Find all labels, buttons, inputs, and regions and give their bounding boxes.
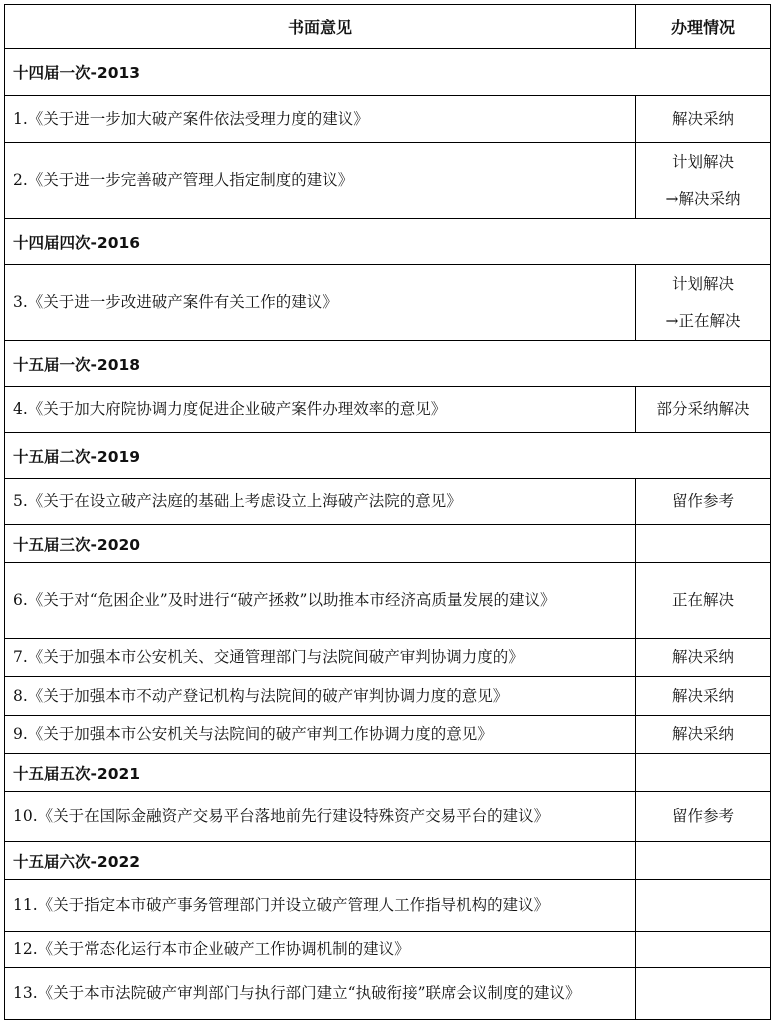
opinion-title: 6.《关于对“危困企业”及时进行“破产拯救”以助推本市经济高质量发展的建议》 <box>5 563 636 639</box>
status-text: 解决采纳 <box>671 686 734 705</box>
opinion-title: 11.《关于指定本市破产事务管理部门并设立破产管理人工作指导机构的建议》 <box>5 880 636 932</box>
status-cell <box>636 639 771 677</box>
table-row <box>5 716 771 754</box>
table-row <box>5 639 771 677</box>
session-row <box>5 219 771 265</box>
session-row <box>5 754 771 792</box>
status-text: →正在解决 <box>665 311 741 330</box>
session-label: 十五届一次-2018 <box>5 341 771 387</box>
opinions-table <box>4 4 771 1020</box>
empty-status-cell <box>636 968 771 1020</box>
session-label: 十五届五次-2021 <box>5 754 636 792</box>
status-text: →解决采纳 <box>665 189 741 208</box>
table-row <box>5 479 771 525</box>
opinion-title: 9.《关于加强本市公安机关与法院间的破产审判工作协调力度的意见》 <box>5 716 636 754</box>
opinion-title: 1.《关于进一步加大破产案件依法受理力度的建议》 <box>5 96 636 143</box>
opinion-title: 7.《关于加强本市公安机关、交通管理部门与法院间破产审判协调力度的》 <box>5 639 636 677</box>
status-text: 正在解决 <box>671 591 734 609</box>
session-label: 十五届二次-2019 <box>5 433 771 479</box>
status-text: 解决采纳 <box>671 648 734 666</box>
empty-status-cell <box>636 754 771 792</box>
table-row <box>5 563 771 639</box>
status-text: 部分采纳解决 <box>656 400 750 418</box>
opinion-title: 8.《关于加强本市不动产登记机构与法院间的破产审判协调力度的意见》 <box>5 677 636 716</box>
status-cell <box>636 716 771 754</box>
status-text: 计划解决 <box>671 152 734 171</box>
table-row <box>5 677 771 716</box>
status-cell <box>636 563 771 639</box>
status-text: 计划解决 <box>671 274 734 293</box>
status-cell <box>636 96 771 143</box>
table-row <box>5 880 771 932</box>
opinion-title: 4.《关于加大府院协调力度促进企业破产案件办理效率的意见》 <box>5 387 636 433</box>
opinion-title: 13.《关于本市法院破产审判部门与执行部门建立“执破衔接”联席会议制度的建议》 <box>5 968 636 1020</box>
session-label: 十四届一次-2013 <box>5 49 771 96</box>
opinion-title: 10.《关于在国际金融资产交易平台落地前先行建设特殊资产交易平台的建议》 <box>5 792 636 842</box>
empty-status-cell <box>636 932 771 968</box>
session-row <box>5 433 771 479</box>
empty-status-cell <box>636 525 771 563</box>
status-cell <box>636 677 771 716</box>
status-cell <box>636 265 771 341</box>
table-row <box>5 968 771 1020</box>
status-cell <box>636 387 771 433</box>
table-row <box>5 265 771 341</box>
opinion-title: 5.《关于在设立破产法庭的基础上考虑设立上海破产法院的意见》 <box>5 479 636 525</box>
session-row <box>5 525 771 563</box>
session-label: 十五届三次-2020 <box>5 525 636 563</box>
session-row <box>5 842 771 880</box>
table-row <box>5 96 771 143</box>
opinion-title: 3.《关于进一步改进破产案件有关工作的建议》 <box>5 265 636 341</box>
session-row <box>5 49 771 96</box>
table-row <box>5 143 771 219</box>
status-text: 留作参考 <box>671 492 734 510</box>
table-row <box>5 792 771 842</box>
table-row <box>5 387 771 433</box>
status-cell <box>636 792 771 842</box>
status-cell <box>636 143 771 219</box>
status-text: 解决采纳 <box>671 725 734 743</box>
session-row <box>5 341 771 387</box>
status-text: 留作参考 <box>671 807 734 825</box>
session-label: 十四届四次-2016 <box>5 219 771 265</box>
session-label: 十五届六次-2022 <box>5 842 636 880</box>
table-row <box>5 932 771 968</box>
empty-status-cell <box>636 842 771 880</box>
empty-status-cell <box>636 880 771 932</box>
status-cell <box>636 479 771 525</box>
opinion-title: 2.《关于进一步完善破产管理人指定制度的建议》 <box>5 143 636 219</box>
table-header-row <box>5 5 771 49</box>
header-status: 办理情况 <box>636 5 771 49</box>
opinion-title: 12.《关于常态化运行本市企业破产工作协调机制的建议》 <box>5 932 636 968</box>
header-opinions: 书面意见 <box>5 5 636 49</box>
status-text: 解决采纳 <box>671 109 734 128</box>
